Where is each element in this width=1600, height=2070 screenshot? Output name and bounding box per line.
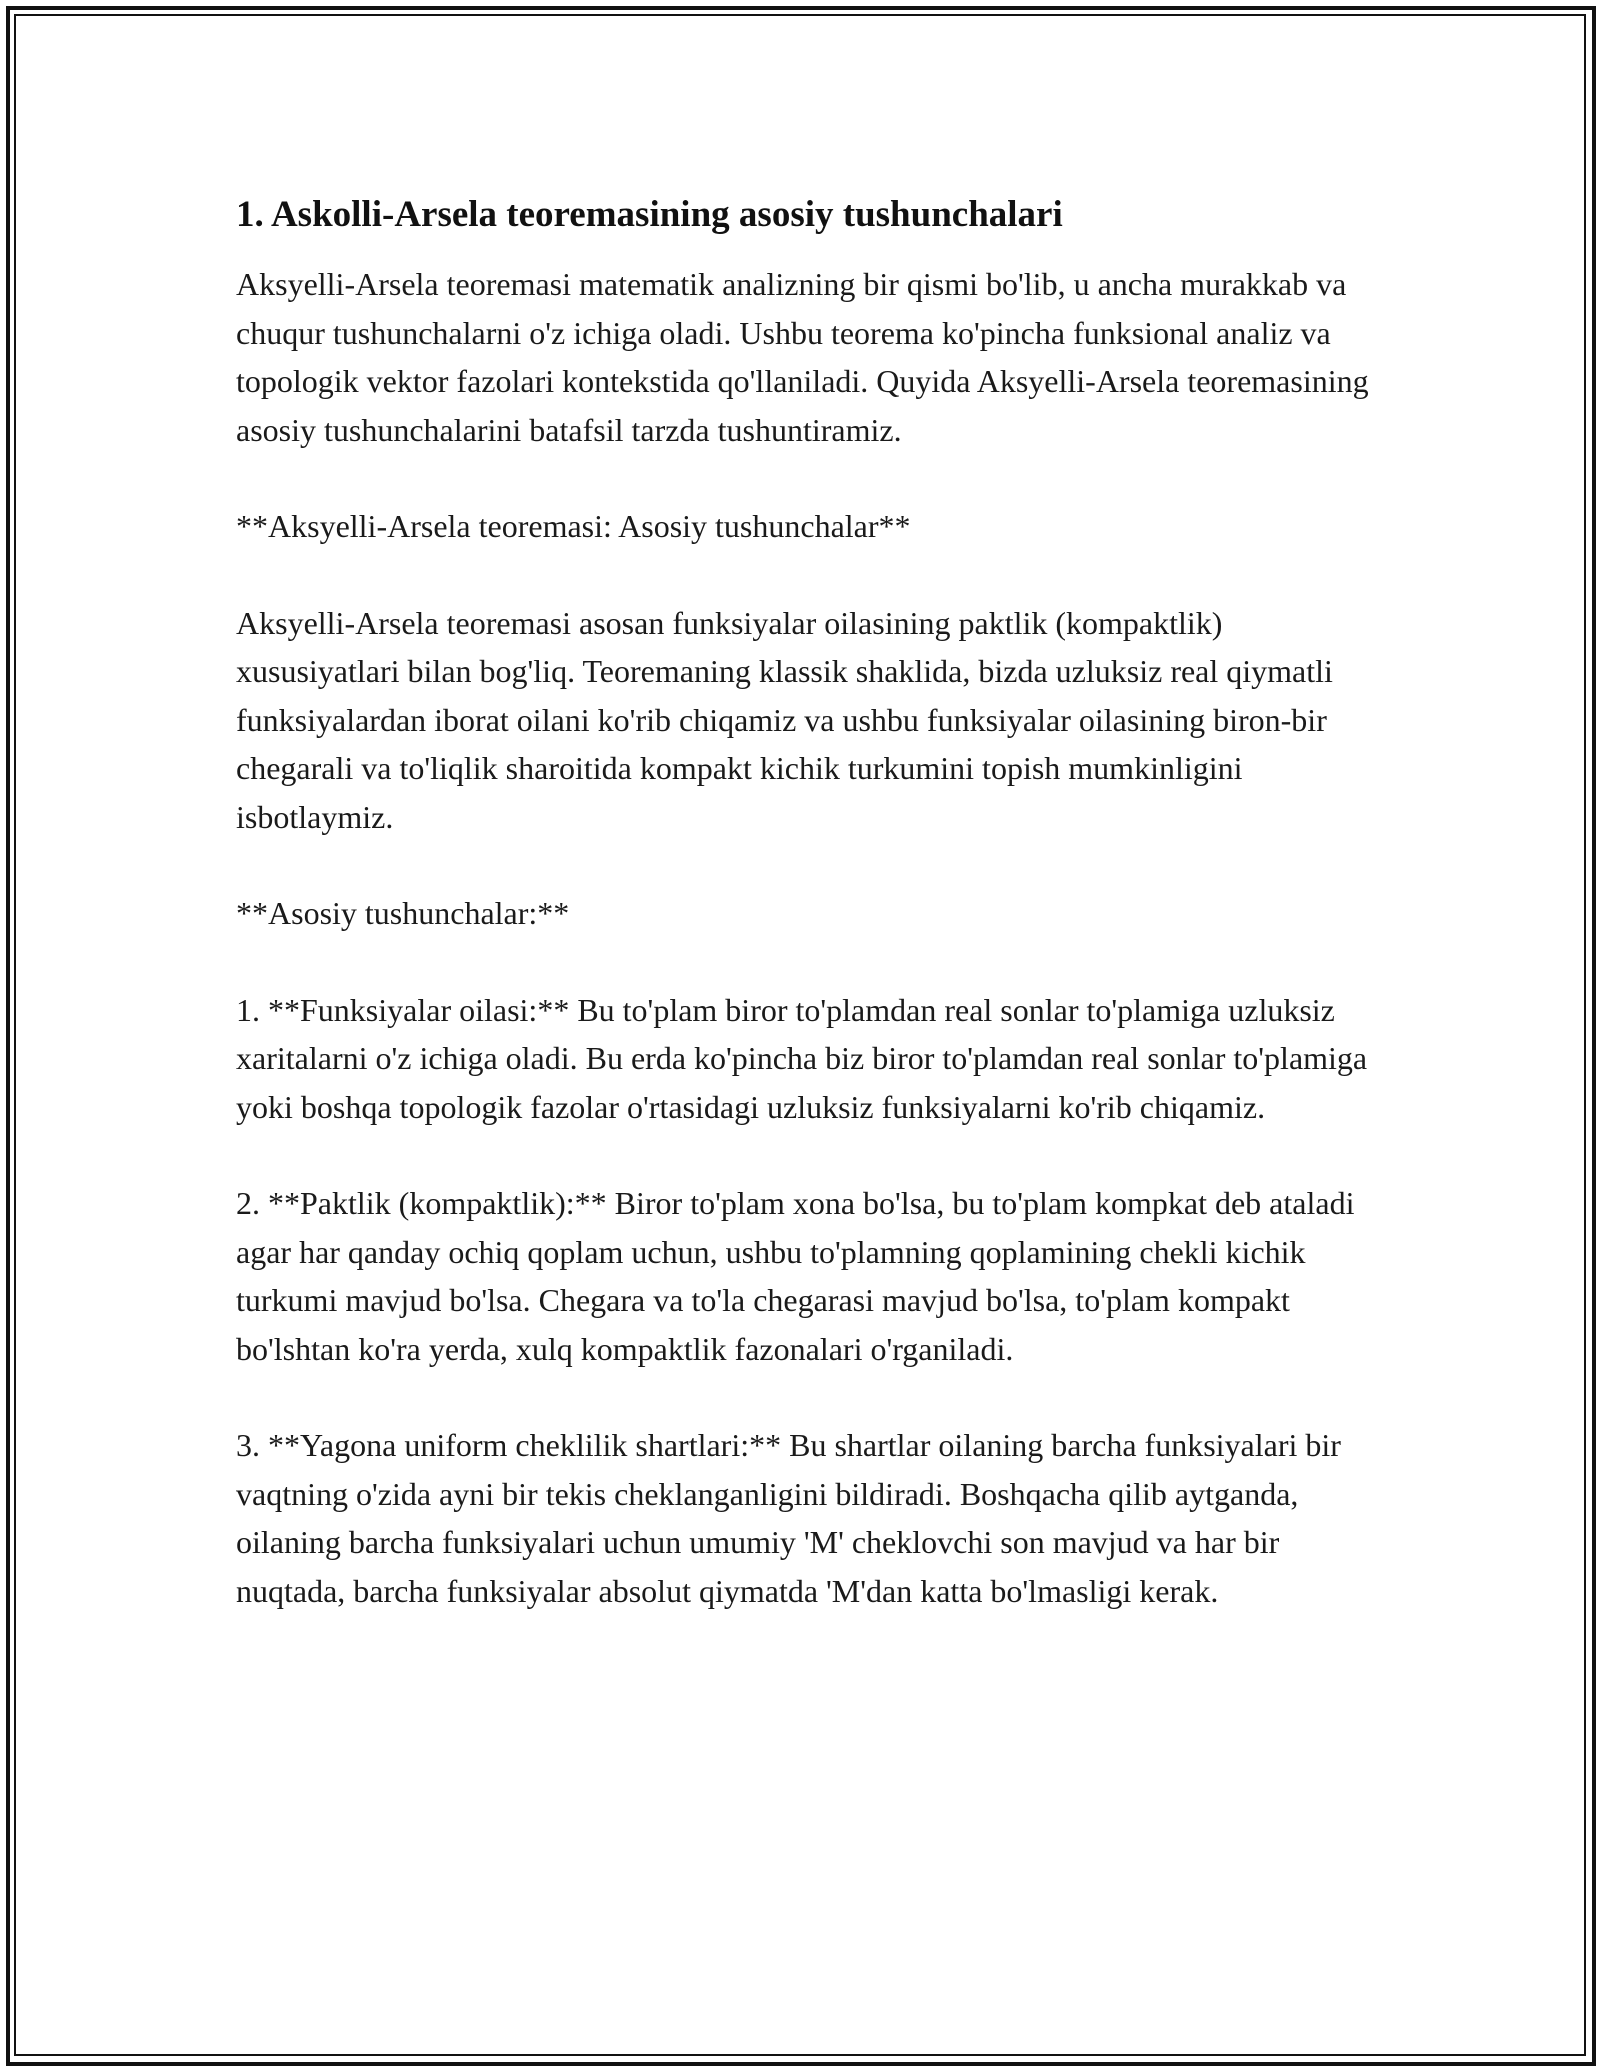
intro-paragraph: Aksyelli-Arsela teoremasi matematik analizning bir qismi bo'lib, u ancha murakkab va chuqur tushunchalarni o'z ichiga oladi. Ushbu teorema ko'pincha funksional analiz va topologik vektor fazolari kontekstida qo'llaniladi. Quyida Aksyelli-Arsela teoremasining asosiy tushunchalarini batafsil tarzda tushuntiramiz. bbox=[236, 266, 1369, 448]
list-item-function-family: 1. **Funksiyalar oilasi:** Bu to'plam biror to'plamdan real sonlar to'plamiga uzluksiz xaritalarni o'z ichiga oladi. Bu erda ko'pincha biz biror to'plamdan real sonlar to'plamiga yoki boshqa topologik fazolar o'rtasidagi uzluksiz funksiyalarni ko'rib chiqamiz. bbox=[236, 991, 1368, 1125]
key-concepts-subtitle: **Asosiy tushunchalar:** bbox=[236, 895, 570, 931]
list-item-uniform-boundedness: 3. **Yagona uniform cheklilik shartlari:** Bu shartlar oilaning barcha funksiyalari bir vaqtning o'zida ayni bir tekis cheklanganligini bildiradi. Boshqacha qilib aytganda, oilaning barcha funksiyalari uchun umumiy 'M' cheklovchi son mavjud va har bir nuqtada, barcha funksiyalar absolut qiymatda 'M'dan katta bo'lmasligi kerak. bbox=[236, 1427, 1341, 1609]
theorem-description-paragraph: Aksyelli-Arsela teoremasi asosan funksiyalar oilasining paktlik (kompaktlik) xususiyatlari bilan bog'liq. Teoremaning klassik shaklida, bizda uzluksiz real qiymatli funksiyalardan iborat oilani ko'rib chiqamiz va ushbu funksiyalar oilasining biron-bir chegarali va to'liqlik sharoitida kompakt kichik turkumini topish mumkinligini isbotlaymiz. bbox=[236, 604, 1333, 835]
theorem-subtitle: **Aksyelli-Arsela teoremasi: Asosiy tushunchalar** bbox=[236, 508, 911, 544]
section-heading: 1. Askolli-Arsela teoremasining asosiy tushunchalari bbox=[236, 194, 1063, 235]
list-item-compactness: 2. **Paktlik (kompaktlik):** Biror to'plam xona bo'lsa, bu to'plam kompkat deb ataladi agar har qanday ochiq qoplam uchun, ushbu to'plamning qoplamining chekli kichik turkumi mavjud bo'lsa. Chegara va to'la chegarasi mavjud bo'lsa, to'plam kompakt bo'lshtan ko'ra yerda, xulq kompaktlik fazonalari o'rganiladi. bbox=[236, 1185, 1355, 1367]
document-body bbox=[236, 188, 1386, 1663]
